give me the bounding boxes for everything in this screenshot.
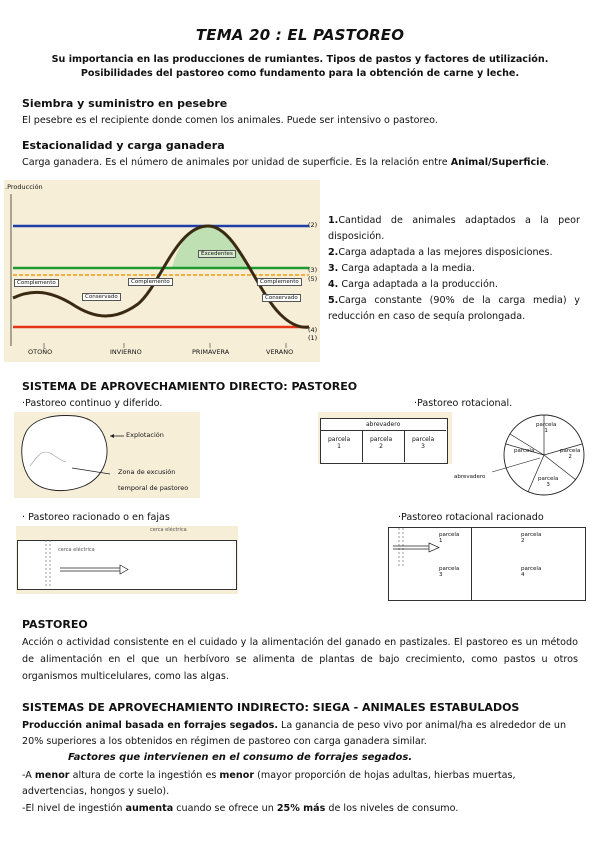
- parcela-1: parcela 1: [328, 436, 351, 450]
- factor-2: -El nivel de ingestión aumenta cuando se ofrece un 25% más de los niveles de consumo.: [22, 803, 459, 814]
- indirecto-paragraph: Producción animal basada en forrajes segados. La ganancia de peso vivo por animal/ha es alrededor de un 20% superiores a los obtenidos en régimen de pastoreo con carga ganadera similar.: [22, 720, 567, 747]
- siembra-heading: Siembra y suministro en pesebre: [22, 97, 228, 110]
- list-item: 3. Carga adaptada a la media.: [328, 263, 475, 274]
- factor-1: -A menor altura de corte la ingestión es menor (mayor proporción de hojas adultas, hierbas muertas, advertencias, hongos y suelo).: [22, 770, 516, 797]
- season-otono: OTOÑO: [28, 348, 53, 356]
- list-item: 5.Carga constante (90% de la carga media) y reducción en caso de sequía prolongada.: [328, 295, 580, 322]
- rotational-rationed-figure: [388, 527, 586, 601]
- directo-heading: SISTEMA DE APROVECHAMIENTO DIRECTO: PASTOREO: [22, 380, 358, 393]
- siembra-text: El pesebre es el recipiente donde comen los animales. Puede ser intensivo o pastoreo.: [22, 115, 438, 126]
- rotational-pie-figure: [452, 410, 592, 500]
- pastoreo-racionado-label: · Pastoreo racionado o en fajas: [22, 512, 170, 523]
- season-invierno: INVIERNO: [110, 348, 142, 356]
- chart-legend-list: [328, 213, 580, 325]
- season-primavera: PRIMAVERA: [192, 348, 230, 356]
- strip-top-label: cerca eléctrica: [150, 527, 187, 533]
- line-number-5: (5): [308, 275, 318, 283]
- pastoreo-heading: PASTOREO: [22, 618, 88, 631]
- chart-ylabel: .Producción: [5, 183, 43, 191]
- rr-parcela-3: parcela 3: [439, 566, 460, 578]
- estacionalidad-text: Carga ganadera. Es el número de animales por unidad de superficie. Es la relación entre Animal/Superficie.: [22, 157, 550, 168]
- pie-abrevadero-label: abrevadero: [454, 474, 486, 480]
- page-subtitle: Su importancia en las producciones de rumiantes. Tipos de pastos y factores de utilización. Posibilidades del pastoreo como fundamento para la obtención de carne y leche.: [51, 54, 549, 79]
- label-conservado-right: Conservado: [262, 294, 301, 302]
- parcela-2: parcela 2: [370, 436, 393, 450]
- rr-parcela-4: parcela 4: [521, 566, 542, 578]
- page-title: TEMA 20 : EL PASTOREO: [195, 26, 405, 44]
- label-complemento-mid: Complemento: [128, 278, 173, 286]
- strip-inner-label: cerca eléctrica: [58, 547, 95, 553]
- explotacion-label: Explotación: [126, 431, 164, 439]
- estacionalidad-heading: Estacionalidad y carga ganadera: [22, 139, 225, 152]
- line-number-2: (2): [308, 221, 318, 229]
- line-number-1: (1): [308, 334, 318, 342]
- indirecto-heading: SISTEMAS DE APROVECHAMIENTO INDIRECTO: SIEGA - ANIMALES ESTABULADOS: [22, 701, 520, 714]
- list-item: 1.Cantidad de animales adaptados a la peor disposición.: [328, 215, 580, 242]
- label-complemento-left: Complemento: [14, 279, 59, 287]
- line-number-4: (4): [308, 326, 318, 334]
- pie-parcela-4: parcela: [514, 448, 535, 454]
- pastoreo-rotacional-label: ·Pastoreo rotacional.: [414, 398, 513, 409]
- pie-parcela-1: parcela 1: [536, 422, 557, 434]
- pastoreo-continuo-label: ·Pastoreo continuo y diferido.: [22, 398, 163, 409]
- label-complemento-right: Complemento: [257, 278, 302, 286]
- label-excedentes: Excedentes: [198, 250, 236, 258]
- season-verano: VERANO: [266, 348, 294, 356]
- pie-parcela-3: parcela 3: [538, 476, 559, 488]
- zona-label-2: temporal de pastoreo: [118, 484, 189, 492]
- list-item: 4. Carga adaptada a la producción.: [328, 279, 498, 290]
- strip-grazing-figure: [16, 526, 238, 594]
- pastoreo-text: Acción o actividad consistente en el cuidado y la alimentación del ganado en pastizales. El pastoreo es un método de alimentación en el que un herbívoro se alimenta de plantas de bajo crecimiento, como pastos u otros organismos multicelulares, como las algas.: [22, 637, 578, 682]
- continuous-grazing-figure: [14, 412, 200, 498]
- factores-heading: Factores que intervienen en el consumo de forrajes segados.: [68, 752, 413, 763]
- label-conservado-left: Conservado: [82, 293, 121, 301]
- rr-parcela-2: parcela 2: [521, 532, 542, 544]
- line-number-3: (3): [308, 266, 318, 274]
- pie-parcela-2: parcela 2: [560, 448, 581, 460]
- pastoreo-rotacional-racionado-label: ·Pastoreo rotacional racionado: [398, 512, 544, 523]
- parcela-3: parcela 3: [412, 436, 435, 450]
- zona-label-1: Zona de excusión: [118, 468, 176, 476]
- abrevadero-label: abrevadero: [366, 421, 401, 428]
- rotational-paddock-figure: [318, 412, 452, 464]
- list-item: 2.Carga adaptada a las mejores disposiciones.: [328, 247, 553, 258]
- rr-parcela-1: parcela 1: [439, 532, 460, 544]
- production-chart: [4, 180, 320, 362]
